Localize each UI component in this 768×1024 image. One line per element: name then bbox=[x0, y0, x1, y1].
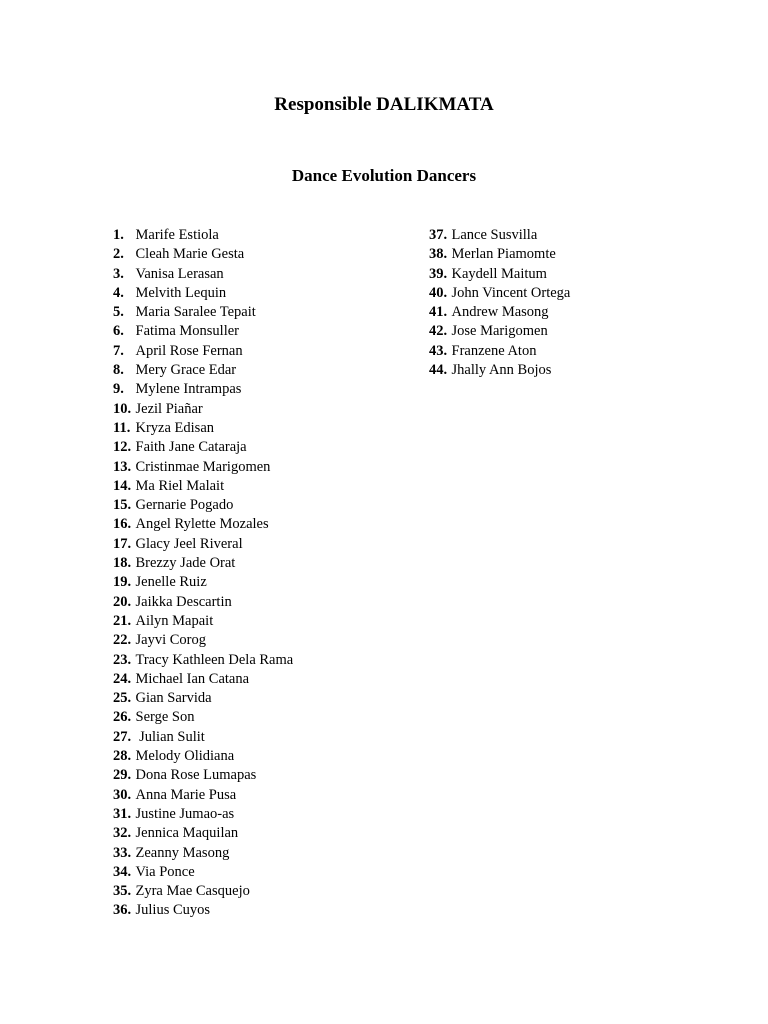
dancer-list-item bbox=[113, 708, 293, 727]
dancer-number: 24. bbox=[113, 670, 132, 687]
dancer-number: 1. bbox=[113, 227, 124, 243]
dancer-list-item bbox=[113, 496, 293, 515]
dancer-name: Mery Grace Edar bbox=[135, 362, 237, 379]
dancer-name: Faith Jane Cataraja bbox=[135, 439, 247, 456]
dancer-list-item bbox=[113, 361, 293, 380]
dancer-list-item bbox=[113, 400, 293, 419]
dancer-list-item bbox=[429, 303, 570, 322]
dancer-name: Lance Susvilla bbox=[451, 227, 538, 243]
dancer-name: Anna Marie Pusa bbox=[135, 786, 237, 803]
dancer-list-item bbox=[113, 265, 293, 284]
dancer-number: 17. bbox=[113, 535, 132, 552]
dancer-number: 43. bbox=[429, 342, 448, 359]
dancer-list-item bbox=[113, 477, 293, 496]
dancer-name: Jhally Ann Bojos bbox=[451, 362, 552, 379]
page-title: Responsible DALIKMATA bbox=[274, 94, 494, 115]
dancer-name: Maria Saralee Tepait bbox=[135, 304, 256, 321]
dancer-name: Julius Cuyos bbox=[135, 902, 211, 919]
dancer-name: Kaydell Maitum bbox=[451, 265, 547, 282]
dancer-list-item bbox=[113, 728, 293, 747]
dancer-list-item bbox=[113, 573, 293, 592]
dancer-number: 27. bbox=[113, 728, 132, 745]
dancer-name: Julian Sulit bbox=[135, 728, 205, 745]
dancer-number: 13. bbox=[113, 458, 132, 475]
dancer-list-item bbox=[113, 844, 293, 863]
dancer-number: 3. bbox=[113, 265, 124, 282]
dancer-name: Michael Ian Catana bbox=[135, 670, 250, 687]
dancer-name: April Rose Fernan bbox=[135, 342, 243, 359]
dancer-list-item bbox=[113, 458, 293, 477]
dancer-list-item bbox=[113, 651, 293, 670]
dancer-number: 12. bbox=[113, 439, 132, 456]
dancer-number: 37. bbox=[429, 227, 448, 243]
dancer-name: Cristinmae Marigomen bbox=[135, 458, 271, 475]
dancer-number: 5. bbox=[113, 304, 124, 321]
dancer-name: Mylene Intrampas bbox=[135, 381, 242, 398]
dancer-number: 2. bbox=[113, 246, 124, 263]
dancer-list-item bbox=[113, 766, 293, 785]
dancer-number: 42. bbox=[429, 323, 448, 340]
dancer-list-item bbox=[113, 689, 293, 708]
dancer-number: 11. bbox=[113, 419, 131, 436]
dancer-number: 41. bbox=[429, 304, 448, 321]
dancer-name: Gian Sarvida bbox=[135, 690, 212, 707]
dancer-list-item bbox=[113, 245, 293, 264]
dancer-number: 18. bbox=[113, 555, 132, 572]
dancer-list-item bbox=[113, 786, 293, 805]
dancer-name: Melvith Lequin bbox=[135, 284, 227, 301]
dancer-number: 44. bbox=[429, 362, 448, 379]
dancer-number: 15. bbox=[113, 497, 132, 514]
dancer-list-item bbox=[113, 593, 293, 612]
dancer-name: Jose Marigomen bbox=[451, 323, 548, 340]
dancer-number: 35. bbox=[113, 883, 132, 900]
dancer-number: 4. bbox=[113, 284, 124, 301]
dancer-name: Andrew Masong bbox=[451, 304, 549, 321]
dancer-name: Jezil Piañar bbox=[135, 400, 203, 417]
dancer-name: Jayvi Corog bbox=[135, 632, 206, 649]
dancer-list-item bbox=[113, 612, 293, 631]
dancer-name: John Vincent Ortega bbox=[451, 284, 571, 301]
dancer-list-item bbox=[429, 361, 570, 380]
dancer-name: Tracy Kathleen Dela Rama bbox=[135, 651, 294, 668]
dancer-name: Dona Rose Lumapas bbox=[135, 767, 257, 784]
dancer-name: Ailyn Mapait bbox=[135, 612, 214, 629]
dancer-number: 8. bbox=[113, 362, 124, 379]
dancer-list-right bbox=[429, 226, 570, 380]
dancer-number: 10. bbox=[113, 400, 132, 417]
dancer-list-item bbox=[113, 747, 293, 766]
dancer-number: 38. bbox=[429, 246, 448, 263]
dancer-list-item bbox=[429, 322, 570, 341]
dancer-name: Fatima Monsuller bbox=[135, 323, 240, 340]
dancer-list-item bbox=[113, 515, 293, 534]
dancer-number: 36. bbox=[113, 902, 132, 919]
dancer-list-item bbox=[429, 284, 570, 303]
dancer-list-item bbox=[429, 342, 570, 361]
dancer-list-item bbox=[113, 380, 293, 399]
dancer-name: Glacy Jeel Riveral bbox=[135, 535, 243, 552]
dancer-name: Vanisa Lerasan bbox=[135, 265, 224, 282]
dancer-number: 34. bbox=[113, 863, 132, 880]
dancer-name: Melody Olidiana bbox=[135, 748, 235, 765]
dancer-list-item bbox=[429, 265, 570, 284]
dancer-list-item bbox=[113, 419, 293, 438]
dancer-list-item bbox=[113, 322, 293, 341]
dancer-number: 32. bbox=[113, 825, 132, 842]
dancer-list-item bbox=[113, 438, 293, 457]
dancer-number: 19. bbox=[113, 574, 132, 591]
dancer-list-item bbox=[113, 824, 293, 843]
dancer-list-item bbox=[429, 245, 570, 264]
dancer-name: Justine Jumao-as bbox=[135, 805, 235, 822]
dancer-name: Merlan Piamomte bbox=[451, 246, 556, 263]
dancer-list-item bbox=[113, 303, 293, 322]
dancer-number: 40. bbox=[429, 284, 448, 301]
dancer-list-item bbox=[429, 226, 570, 245]
dancer-list-item bbox=[113, 631, 293, 650]
dancer-name: Brezzy Jade Orat bbox=[135, 555, 236, 572]
dancer-list-item bbox=[113, 554, 293, 573]
dancer-name: Zyra Mae Casquejo bbox=[135, 883, 250, 900]
dancer-list-item bbox=[113, 882, 293, 901]
dancer-list-item bbox=[113, 901, 293, 920]
dancer-number: 33. bbox=[113, 844, 132, 861]
dancer-number: 7. bbox=[113, 342, 124, 359]
dancer-name: Franzene Aton bbox=[451, 342, 537, 359]
dancer-number: 29. bbox=[113, 767, 132, 784]
dancer-number: 28. bbox=[113, 748, 132, 765]
dancer-name: Via Ponce bbox=[135, 863, 195, 880]
dancer-number: 21. bbox=[113, 612, 132, 629]
dancer-number: 39. bbox=[429, 265, 448, 282]
dancer-number: 25. bbox=[113, 690, 132, 707]
dancer-name: Gernarie Pogado bbox=[135, 497, 234, 514]
dancer-list-item bbox=[113, 342, 293, 361]
dancer-number: 6. bbox=[113, 323, 124, 340]
dancer-name: Serge Son bbox=[135, 709, 195, 726]
dancer-number: 9. bbox=[113, 381, 124, 398]
dancer-number: 23. bbox=[113, 651, 132, 668]
dancer-number: 16. bbox=[113, 516, 132, 533]
dancer-number: 31. bbox=[113, 805, 132, 822]
dancer-number: 30. bbox=[113, 786, 132, 803]
page-subtitle: Dance Evolution Dancers bbox=[291, 166, 477, 185]
dancer-number: 20. bbox=[113, 593, 132, 610]
dancer-list-item bbox=[113, 805, 293, 824]
dancer-number: 22. bbox=[113, 632, 132, 649]
dancer-number: 14. bbox=[113, 477, 132, 494]
dancer-name: Jenelle Ruiz bbox=[135, 574, 207, 591]
dancer-name: Jaikka Descartin bbox=[135, 593, 232, 610]
dancer-list-left bbox=[113, 226, 293, 921]
dancer-name: Cleah Marie Gesta bbox=[135, 246, 245, 263]
dancer-name: Angel Rylette Mozales bbox=[135, 516, 269, 533]
dancer-name: Ma Riel Malait bbox=[135, 477, 225, 494]
dancer-name: Kryza Edisan bbox=[135, 419, 215, 436]
dancer-number: 26. bbox=[113, 709, 132, 726]
dancer-list-item bbox=[113, 226, 293, 245]
dancer-list-item bbox=[113, 284, 293, 303]
dancer-name: Zeanny Masong bbox=[135, 844, 230, 861]
dancer-list-item bbox=[113, 863, 293, 882]
dancer-list-item bbox=[113, 670, 293, 689]
dancer-name: Jennica Maquilan bbox=[135, 825, 239, 842]
dancer-name: Marife Estiola bbox=[135, 227, 219, 243]
dancer-list-item bbox=[113, 535, 293, 554]
